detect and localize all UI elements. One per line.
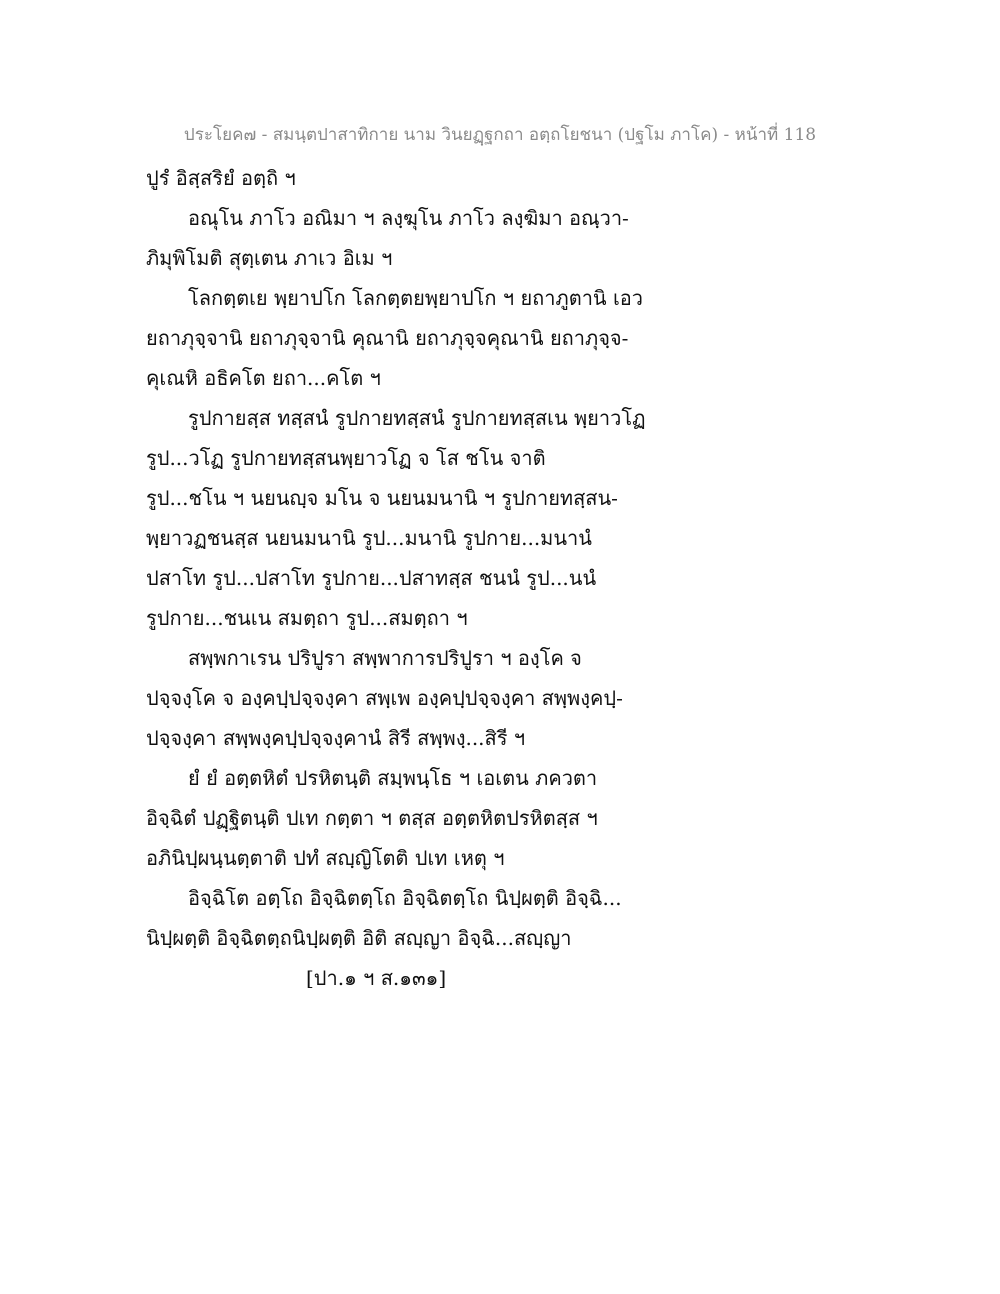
text-line: นิปฺผตฺติ อิจฺฉิตตฺถนิปฺผตฺติ อิติ สญฺญา อิจฺฉิ...สญฺญา — [146, 926, 572, 950]
text-line: รูปกาย...ชนเน สมตฺถา รูป...สมตฺถา ฯ — [146, 606, 468, 630]
text-line: ภิมุพิโมติ สุตฺเตน ภาเว อิเม ฯ — [146, 246, 393, 270]
running-header: ประโยค๗ - สมนฺตปาสาทิกาย นาม วินยฏฺฐกถา อตฺถโยชนา (ปฐโม ภาโค) - หน้าที่ 118 — [183, 125, 817, 145]
text-line: ยถาภุจฺจานิ ยถาภุจฺจานิ คุณานิ ยถาภุจฺจคุณานิ ยถาภุจฺจ- — [146, 326, 629, 350]
text-line: รูป...วโฏ รูปกายทสฺสนพฺยาวโฏ จ โส ชโน จาติ — [146, 446, 546, 470]
page-body — [146, 158, 866, 998]
text-line: อภินิปฺผนฺนตฺตาติ ปทํ สญฺญิโตติ ปเท เหตุ ฯ — [146, 846, 505, 870]
text-line: คุเณหิ อธิคโต ยถา...คโต ฯ — [146, 366, 381, 390]
text-line: ปจฺจงฺโค จ องฺคปฺปจฺจงฺคา สพฺเพ องฺคปฺปจฺจงฺคา สพฺพงฺคปฺ- — [146, 686, 623, 710]
paragraph-start-line: อิจฺฉิโต อตฺโถ อิจฺฉิตตฺโถ อิจฺฉิตตฺโถ นิปฺผตฺติ อิจฺฉิ... — [188, 886, 622, 910]
paragraph-start-line: โลกตฺตเย พฺยาปโก โลกตฺตยพฺยาปโก ฯ ยถาภูตานิ เอว — [188, 286, 644, 310]
paragraph-start-line: อณุโน ภาโว อณิมา ฯ ลงฺฆุโน ภาโว ลงฺฆิมา อณฺวา- — [188, 206, 629, 230]
text-line: ปูรํ อิสฺสริยํ อตฺถิ ฯ — [146, 166, 296, 190]
text-line: รูป...ชโน ฯ นยนญฺจ มโน จ นยนมนานิ ฯ รูปกายทสฺสน- — [146, 486, 618, 510]
page-reference: [ปา.๑ ฯ ส.๑๓๑] — [306, 966, 447, 990]
text-line: พฺยาวฏชนสฺส นยนมนานิ รูป...มนานิ รูปกาย...มนานํ — [146, 526, 592, 550]
paragraph-start-line: ยํ ยํ อตฺตหิตํ ปรหิตนฺติ สมฺพนฺโธ ฯ เอเตน ภควตา — [188, 766, 598, 790]
paragraph-start-line: สพฺพกาเรน ปริปูรา สพฺพาการปริปูรา ฯ องฺโค จ — [188, 646, 582, 670]
paragraph-start-line: รูปกายสฺส ทสฺสนํ รูปกายทสฺสนํ รูปกายทสฺสเน พฺยาวโฏ — [188, 406, 646, 430]
text-line: ปจฺจงฺคา สพฺพงฺคปฺปจฺจงฺคานํ สิรี สพฺพงฺ...สิรี ฯ — [146, 726, 526, 750]
text-line: ปสาโท รูป...ปสาโท รูปกาย...ปสาทสฺส ชนนํ รูป...นนํ — [146, 566, 597, 590]
text-line: อิจฺฉิตํ ปฏฺฐิตนฺติ ปเท กตฺตา ฯ ตสฺส อตฺตหิตปรหิตสฺส ฯ — [146, 806, 598, 830]
